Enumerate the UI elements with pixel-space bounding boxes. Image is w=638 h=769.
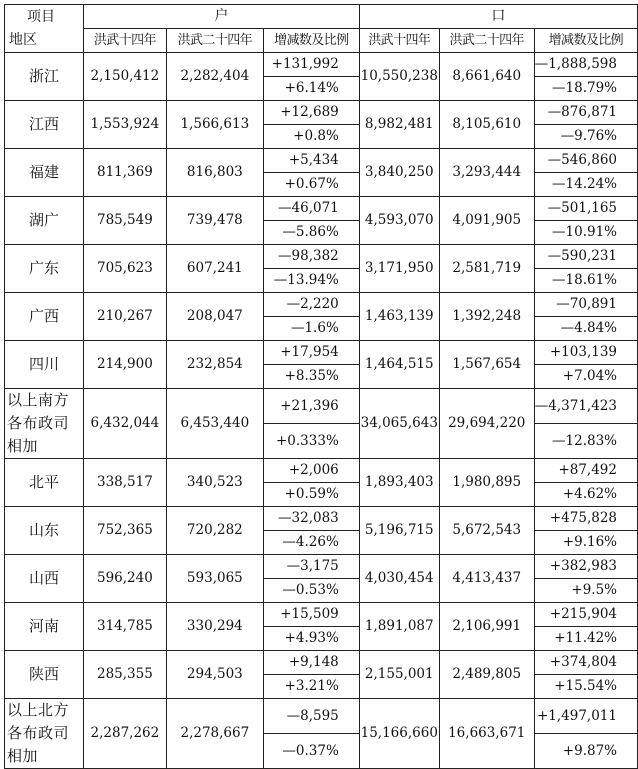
households-pct-cell: —13.94%	[263, 269, 359, 293]
population-year14-cell: 15,166,660	[359, 699, 439, 769]
households-year14-cell: 785,549	[83, 197, 166, 245]
population-pct-cell: —14.24%	[534, 173, 637, 197]
header-households-year14: 洪武十四年	[83, 29, 166, 53]
households-diff-cell: —2,220	[263, 293, 359, 317]
households-year24-cell: 208,047	[166, 293, 263, 341]
households-pct-cell: —0.37%	[263, 734, 359, 769]
header-population-year24: 洪武二十四年	[439, 29, 534, 53]
households-year24-cell: 2,278,667	[166, 699, 263, 769]
households-year24-cell: 2,282,404	[166, 53, 263, 101]
header-region-label: 地区	[9, 31, 37, 48]
header-population: 口	[359, 5, 637, 29]
households-year14-cell: 210,267	[83, 293, 166, 341]
households-pct-cell: —4.26%	[263, 531, 359, 555]
population-diff-cell: +103,139	[534, 341, 637, 365]
households-diff-cell: —3,175	[263, 555, 359, 579]
population-year14-cell: 4,593,070	[359, 197, 439, 245]
households-year24-cell: 232,854	[166, 341, 263, 389]
table-row	[5, 459, 638, 483]
population-year14-cell: 1,464,515	[359, 341, 439, 389]
region-cell: 广东	[5, 245, 84, 293]
header-population-year14: 洪武十四年	[359, 29, 439, 53]
table-header	[5, 5, 638, 53]
population-pct-cell: —12.83%	[534, 424, 637, 459]
population-diff-cell: —70,891	[534, 293, 637, 317]
population-year24-cell: 2,489,805	[439, 651, 534, 699]
population-pct-cell: +4.62%	[534, 483, 637, 507]
header-corner	[5, 5, 84, 53]
table-row	[5, 293, 638, 317]
population-pct-cell: +9.5%	[534, 579, 637, 603]
households-year24-cell: 1,566,613	[166, 101, 263, 149]
population-year14-cell: 34,065,643	[359, 389, 439, 459]
header-households-year24: 洪武二十四年	[166, 29, 263, 53]
population-year14-cell: 8,982,481	[359, 101, 439, 149]
table-row	[5, 197, 638, 221]
households-year24-cell: 720,282	[166, 507, 263, 555]
region-cell: 以上北方各布政司相加	[5, 699, 84, 769]
population-pct-cell: —10.91%	[534, 221, 637, 245]
population-year14-cell: 4,030,454	[359, 555, 439, 603]
table-row	[5, 245, 638, 269]
region-cell: 以上南方各布政司相加	[5, 389, 84, 459]
households-pct-cell: +0.333%	[263, 424, 359, 459]
population-year24-cell: 8,661,640	[439, 53, 534, 101]
households-year14-cell: 752,365	[83, 507, 166, 555]
table-row	[5, 101, 638, 125]
population-year24-cell: 16,663,671	[439, 699, 534, 769]
population-year14-cell: 3,840,250	[359, 149, 439, 197]
population-year24-cell: 29,694,220	[439, 389, 534, 459]
households-year24-cell: 294,503	[166, 651, 263, 699]
households-year24-cell: 607,241	[166, 245, 263, 293]
population-pct-cell: —9.76%	[534, 125, 637, 149]
header-item-label: 项目	[27, 8, 55, 25]
population-diff-cell: —4,371,423	[534, 389, 637, 424]
population-diff-cell: +1,497,011	[534, 699, 637, 734]
population-diff-cell: —546,860	[534, 149, 637, 173]
households-pct-cell: +0.59%	[263, 483, 359, 507]
region-cell: 广西	[5, 293, 84, 341]
households-pct-cell: +0.8%	[263, 125, 359, 149]
households-pct-cell: —5.86%	[263, 221, 359, 245]
households-diff-cell: +12,689	[263, 101, 359, 125]
households-year24-cell: 739,478	[166, 197, 263, 245]
households-year14-cell: 214,900	[83, 341, 166, 389]
households-pct-cell: +8.35%	[263, 365, 359, 389]
population-year24-cell: 1,567,654	[439, 341, 534, 389]
households-pct-cell: +6.14%	[263, 77, 359, 101]
population-diff-cell: +382,983	[534, 555, 637, 579]
households-year14-cell: 1,553,924	[83, 101, 166, 149]
population-year14-cell: 3,171,950	[359, 245, 439, 293]
households-pct-cell: +4.93%	[263, 627, 359, 651]
population-diff-cell: +374,804	[534, 651, 637, 675]
population-pct-cell: —4.84%	[534, 317, 637, 341]
table-row	[5, 149, 638, 173]
population-pct-cell: +9.87%	[534, 734, 637, 769]
region-cell: 河南	[5, 603, 84, 651]
households-diff-cell: —8,595	[263, 699, 359, 734]
households-year14-cell: 596,240	[83, 555, 166, 603]
households-year24-cell: 340,523	[166, 459, 263, 507]
population-year24-cell: 1,392,248	[439, 293, 534, 341]
households-diff-cell: —46,071	[263, 197, 359, 221]
population-pct-cell: +7.04%	[534, 365, 637, 389]
households-pct-cell: +3.21%	[263, 675, 359, 699]
population-year24-cell: 4,091,905	[439, 197, 534, 245]
households-diff-cell: +2,006	[263, 459, 359, 483]
table-row	[5, 341, 638, 365]
population-year24-cell: 5,672,543	[439, 507, 534, 555]
population-year14-cell: 1,891,087	[359, 603, 439, 651]
population-diff-cell: —876,871	[534, 101, 637, 125]
households-pct-cell: —1.6%	[263, 317, 359, 341]
population-year14-cell: 10,550,238	[359, 53, 439, 101]
households-diff-cell: +9,148	[263, 651, 359, 675]
region-cell: 山东	[5, 507, 84, 555]
households-diff-cell: +17,954	[263, 341, 359, 365]
households-year14-cell: 285,355	[83, 651, 166, 699]
population-year24-cell: 2,106,991	[439, 603, 534, 651]
header-population-change: 增减数及比例	[534, 29, 637, 53]
households-year14-cell: 6,432,044	[83, 389, 166, 459]
population-diff-cell: +87,492	[534, 459, 637, 483]
households-year24-cell: 6,453,440	[166, 389, 263, 459]
population-year24-cell: 4,413,437	[439, 555, 534, 603]
households-year24-cell: 330,294	[166, 603, 263, 651]
table-row	[5, 53, 638, 77]
households-year14-cell: 2,150,412	[83, 53, 166, 101]
header-households: 户	[83, 5, 359, 29]
households-year14-cell: 338,517	[83, 459, 166, 507]
households-year14-cell: 314,785	[83, 603, 166, 651]
region-cell: 湖广	[5, 197, 84, 245]
population-diff-cell: +215,904	[534, 603, 637, 627]
households-diff-cell: +15,509	[263, 603, 359, 627]
households-year14-cell: 811,369	[83, 149, 166, 197]
table-row	[5, 603, 638, 627]
households-diff-cell: —32,083	[263, 507, 359, 531]
population-year14-cell: 1,893,403	[359, 459, 439, 507]
region-cell: 浙江	[5, 53, 84, 101]
population-pct-cell: +15.54%	[534, 675, 637, 699]
population-year24-cell: 2,581,719	[439, 245, 534, 293]
households-year24-cell: 816,803	[166, 149, 263, 197]
table-body	[5, 53, 638, 769]
households-pct-cell: +0.67%	[263, 173, 359, 197]
table-row	[5, 651, 638, 675]
population-table	[4, 4, 638, 769]
population-pct-cell: +9.16%	[534, 531, 637, 555]
population-year24-cell: 3,293,444	[439, 149, 534, 197]
households-year24-cell: 593,065	[166, 555, 263, 603]
region-cell: 山西	[5, 555, 84, 603]
population-year24-cell: 1,980,895	[439, 459, 534, 507]
population-diff-cell: —590,231	[534, 245, 637, 269]
region-cell: 四川	[5, 341, 84, 389]
population-year14-cell: 5,196,715	[359, 507, 439, 555]
table-row	[5, 507, 638, 531]
households-diff-cell: —98,382	[263, 245, 359, 269]
population-year14-cell: 2,155,001	[359, 651, 439, 699]
households-pct-cell: —0.53%	[263, 579, 359, 603]
region-cell: 北平	[5, 459, 84, 507]
region-cell: 江西	[5, 101, 84, 149]
population-pct-cell: —18.61%	[534, 269, 637, 293]
population-diff-cell: —501,165	[534, 197, 637, 221]
region-cell: 陕西	[5, 651, 84, 699]
table-row	[5, 699, 638, 734]
population-diff-cell: +475,828	[534, 507, 637, 531]
population-year24-cell: 8,105,610	[439, 101, 534, 149]
table-row	[5, 389, 638, 424]
header-households-change: 增减数及比例	[263, 29, 359, 53]
households-diff-cell: +131,992	[263, 53, 359, 77]
households-year14-cell: 705,623	[83, 245, 166, 293]
population-year14-cell: 1,463,139	[359, 293, 439, 341]
households-diff-cell: +21,396	[263, 389, 359, 424]
population-pct-cell: +11.42%	[534, 627, 637, 651]
table-row	[5, 555, 638, 579]
households-diff-cell: +5,434	[263, 149, 359, 173]
households-year14-cell: 2,287,262	[83, 699, 166, 769]
population-diff-cell: —1,888,598	[534, 53, 637, 77]
population-pct-cell: —18.79%	[534, 77, 637, 101]
region-cell: 福建	[5, 149, 84, 197]
